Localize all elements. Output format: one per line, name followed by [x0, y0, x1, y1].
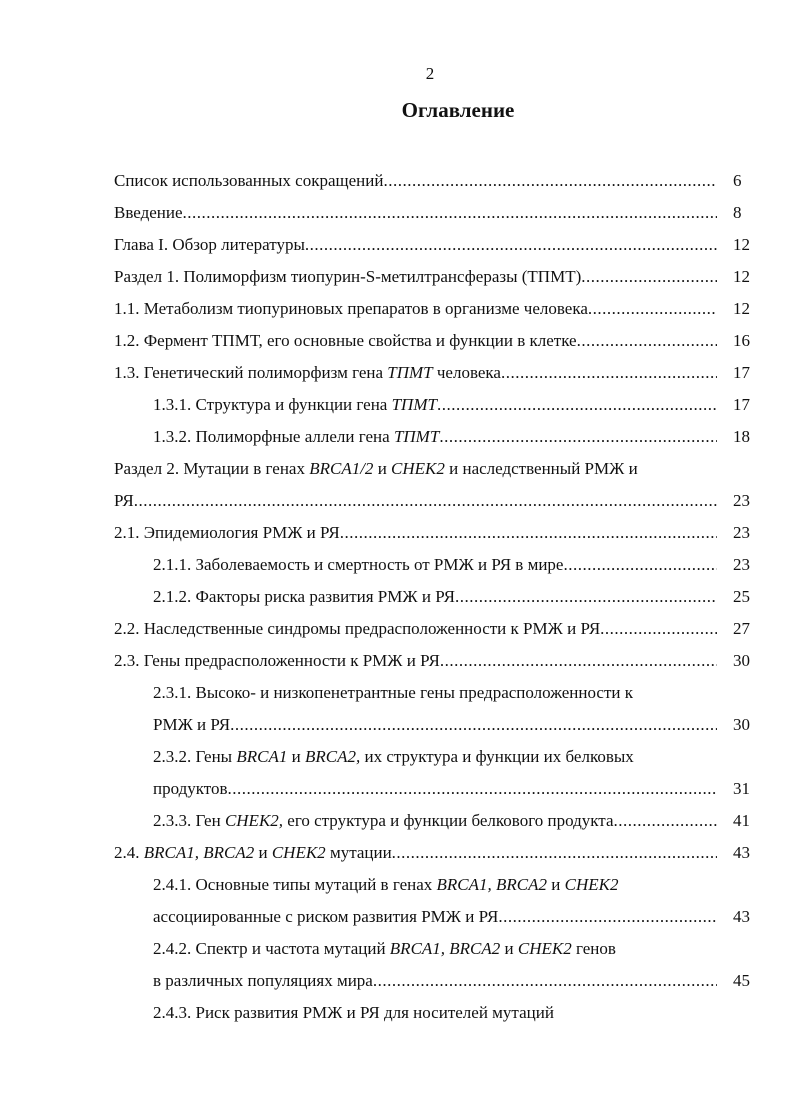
toc-entry-2-1[interactable]	[114, 518, 717, 548]
leader-dots	[230, 710, 717, 740]
toc-entry-2-4-2-cont[interactable]	[153, 966, 717, 996]
toc-entry-text: РМЖ и РЯ	[153, 715, 231, 734]
leader-dots	[305, 230, 717, 260]
toc-entry-text: 2.4. BRCA1, BRCA2 и CHEK2 мутации	[114, 843, 392, 862]
leader-dots	[437, 390, 717, 420]
toc-entry-text: 2.4.3. Риск развития РМЖ и РЯ для носителей мутаций	[153, 1003, 554, 1022]
toc-page-number: 23	[733, 555, 750, 574]
toc-entry-2-4-2[interactable]	[153, 934, 717, 964]
toc-page-number: 45	[733, 971, 750, 990]
leader-dots	[383, 166, 717, 196]
toc-entry-1-3[interactable]	[114, 358, 717, 388]
toc-entry-text: 2.4.1. Основные типы мутаций в генах BRCA1, BRCA2 и CHEK2	[153, 875, 619, 894]
leader-dots	[501, 358, 717, 388]
toc-entry-2-3-3[interactable]	[153, 806, 717, 836]
toc-entry-text: 2.3.1. Высоко- и низкопенетрантные гены предрасположенности к	[153, 683, 634, 702]
toc-page-number: 17	[733, 395, 750, 414]
toc-entry-text: Список использованных сокращений	[114, 171, 384, 190]
leader-dots	[373, 966, 717, 996]
leader-dots	[614, 806, 718, 836]
toc-entry-text: 2.3.3. Ген CHEK2, его структура и функции белкового продукта	[153, 811, 614, 830]
toc-entry-1-1[interactable]	[114, 294, 717, 324]
toc-entry-1-3-1[interactable]	[153, 390, 717, 420]
leader-dots	[440, 646, 717, 676]
toc-entry-text: Глава I. Обзор литературы	[114, 235, 305, 254]
toc-page-number: 31	[733, 779, 750, 798]
toc-entry-text: 1.3. Генетический полиморфизм гена ТПМТ человека	[114, 363, 501, 382]
toc-entry-text: продуктов	[153, 779, 228, 798]
toc-entry-text: 1.2. Фермент ТПМТ, его основные свойства и функции в клетке	[114, 331, 577, 350]
leader-dots	[340, 518, 717, 548]
toc-entry-chapter-1[interactable]	[114, 230, 717, 260]
toc-entry-text: 2.1.1. Заболеваемость и смертность от РМЖ и РЯ в мире	[153, 555, 564, 574]
toc-entry-section-2[interactable]	[114, 454, 734, 484]
toc-entry-abbreviations[interactable]	[114, 166, 717, 196]
toc-page-number: 17	[733, 363, 750, 382]
toc-entry-text: Раздел 1. Полиморфизм тиопурин-S-метилтрансферазы (ТПМТ)	[114, 267, 582, 286]
toc-entry-2-1-1[interactable]	[153, 550, 717, 580]
toc-entry-text: ассоциированные с риском развития РМЖ и РЯ	[153, 907, 499, 926]
toc-page-number: 12	[733, 235, 750, 254]
toc-entry-text: 2.3.2. Гены BRCA1 и BRCA2, их структура и функции их белковых	[153, 747, 634, 766]
toc-entry-text: 2.1.2. Факторы риска развития РМЖ и РЯ	[153, 587, 455, 606]
toc-page-number: 30	[733, 715, 750, 734]
leader-dots	[392, 838, 717, 868]
toc-entry-text: Введение	[114, 203, 183, 222]
leader-dots	[228, 774, 717, 804]
toc-entry-text: 1.1. Метаболизм тиопуриновых препаратов в организме человека	[114, 299, 588, 318]
toc-entry-2-1-2[interactable]	[153, 582, 717, 612]
toc-page-number: 18	[733, 427, 750, 446]
toc-page-number: 8	[733, 203, 742, 222]
toc-page-number: 30	[733, 651, 750, 670]
leader-dots	[183, 198, 717, 228]
toc-page-number: 23	[733, 523, 750, 542]
toc-page-number: 6	[733, 171, 742, 190]
toc-entry-2-3[interactable]	[114, 646, 717, 676]
toc-entry-2-3-1-cont[interactable]	[153, 710, 717, 740]
toc-page-number: 27	[733, 619, 750, 638]
toc-entry-2-2[interactable]	[114, 614, 717, 644]
leader-dots	[134, 486, 717, 516]
toc-entry-text: 2.1. Эпидемиология РМЖ и РЯ	[114, 523, 340, 542]
toc-page-number: 43	[733, 843, 750, 862]
toc-entry-text: 1.3.2. Полиморфные аллели гена ТПМТ	[153, 427, 440, 446]
toc-entry-text: 1.3.1. Структура и функции гена ТПМТ	[153, 395, 437, 414]
toc-entry-text: 2.2. Наследственные синдромы предрасположенности к РМЖ и РЯ	[114, 619, 601, 638]
toc-entry-1-3-2[interactable]	[153, 422, 717, 452]
toc-entry-2-3-2-cont[interactable]	[153, 774, 717, 804]
toc-page-number: 23	[733, 491, 750, 510]
leader-dots	[581, 262, 717, 292]
toc-entry-1-2[interactable]	[114, 326, 717, 356]
toc-page-number: 12	[733, 267, 750, 286]
toc-page-number: 16	[733, 331, 750, 350]
leader-dots	[588, 294, 717, 324]
leader-dots	[455, 582, 717, 612]
toc-entry-2-4-1-cont[interactable]	[153, 902, 717, 932]
leader-dots	[498, 902, 717, 932]
toc-page-number: 25	[733, 587, 750, 606]
leader-dots	[600, 614, 717, 644]
toc-entry-2-4-3[interactable]	[153, 998, 717, 1028]
toc-entry-text: Раздел 2. Мутации в генах BRCA1/2 и CHEK2 и наследственный РМЖ и	[114, 459, 638, 478]
toc-page-number: 43	[733, 907, 750, 926]
toc-entry-text: 2.3. Гены предрасположенности к РМЖ и РЯ	[114, 651, 440, 670]
leader-dots	[563, 550, 717, 580]
toc-entry-section-2-cont[interactable]	[114, 486, 717, 516]
toc-entry-section-1[interactable]	[114, 262, 717, 292]
toc-entry-2-3-1[interactable]	[153, 678, 717, 708]
toc-entry-text: 2.4.2. Спектр и частота мутаций BRCA1, BRCA2 и CHEK2 генов	[153, 939, 616, 958]
toc-entry-introduction[interactable]	[114, 198, 717, 228]
toc-title: Оглавление	[401, 98, 515, 122]
toc-page-number: 41	[733, 811, 750, 830]
leader-dots	[577, 326, 717, 356]
toc-page-number: 12	[733, 299, 750, 318]
page-number: 2	[425, 64, 435, 83]
toc-entry-2-4-1[interactable]	[153, 870, 717, 900]
toc-entry-2-3-2[interactable]	[153, 742, 717, 772]
toc-entry-text: РЯ	[114, 491, 134, 510]
toc-entry-2-4[interactable]	[114, 838, 717, 868]
toc-entry-text: в различных популяциях мира	[153, 971, 373, 990]
leader-dots	[439, 422, 717, 452]
